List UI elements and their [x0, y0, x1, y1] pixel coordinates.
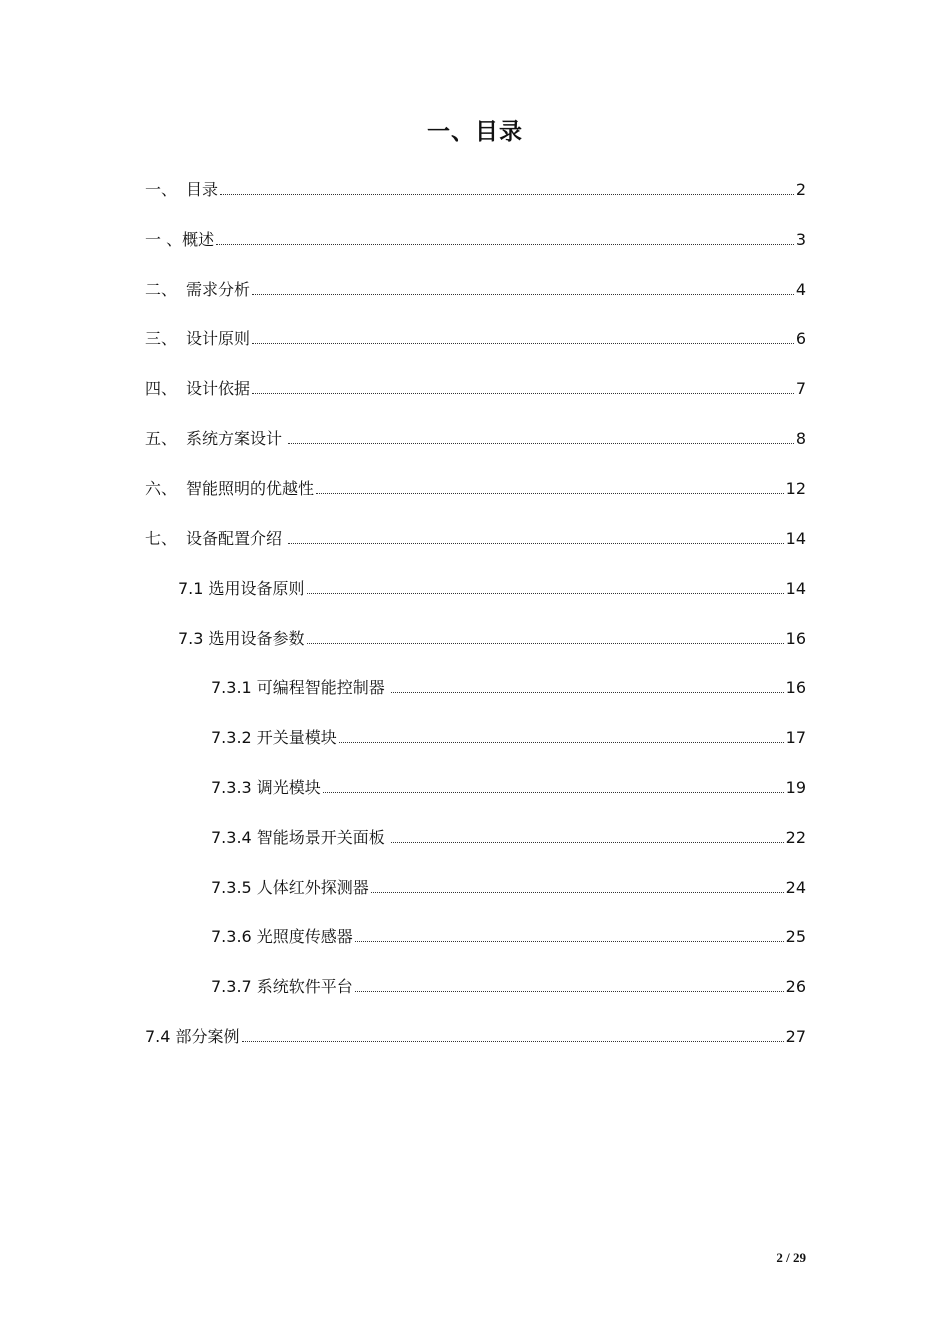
toc-entry-number: 三、 — [145, 329, 178, 348]
toc-entry-page: 16 — [785, 678, 806, 697]
toc-entry[interactable] — [178, 625, 806, 649]
toc-entry-number: 六、 — [145, 479, 178, 498]
toc-entry-number: 四、 — [145, 379, 178, 398]
toc-entry-page: 25 — [785, 927, 806, 946]
toc-entry-page: 27 — [785, 1027, 806, 1046]
page-title: 一、目录 — [427, 119, 523, 145]
toc-entry-page: 19 — [785, 778, 806, 797]
toc-entry-number: 七、 — [145, 529, 178, 548]
toc-leader-dots — [307, 592, 784, 594]
toc-entry[interactable] — [211, 923, 806, 947]
toc-entry-number: 五、 — [145, 429, 178, 448]
toc-entry-label: 设备配置介绍 — [186, 529, 283, 548]
toc-entry[interactable] — [145, 475, 806, 499]
toc-entry-page: 24 — [785, 878, 806, 897]
toc-entry-page: 26 — [785, 977, 806, 996]
toc-entry-page: 12 — [785, 479, 806, 498]
toc-entry-page: 7 — [795, 379, 806, 398]
toc-leader-dots — [252, 293, 794, 295]
toc-entry-page: 6 — [795, 329, 806, 348]
toc-entry[interactable] — [145, 325, 806, 349]
page-separator: / — [786, 1250, 790, 1265]
toc-entry-label: 目录 — [186, 180, 219, 199]
toc-entry-label: 7.3.2 开关量模块 — [211, 728, 337, 747]
toc-entry[interactable] — [211, 674, 806, 698]
toc-entry-number: 二、 — [145, 280, 178, 299]
toc-entry-page: 14 — [785, 529, 806, 548]
toc-entry-label: 7.3.1 可编程智能控制器 — [211, 678, 385, 697]
toc-leader-dots — [355, 990, 784, 992]
toc-entry-page: 17 — [785, 728, 806, 747]
toc-entry-page: 14 — [785, 579, 806, 598]
toc-leader-dots — [288, 542, 784, 544]
toc-entry-page: 4 — [795, 280, 806, 299]
toc-entry[interactable] — [145, 276, 806, 300]
toc-entry[interactable] — [178, 575, 806, 599]
toc-entry-label: 7.1 选用设备原则 — [178, 579, 305, 598]
toc-entry-label: 智能照明的优越性 — [186, 479, 315, 498]
toc-entry-page: 2 — [795, 180, 806, 199]
toc-entry[interactable] — [211, 973, 806, 997]
page-number-footer — [776, 1249, 806, 1267]
toc-leader-dots — [252, 342, 794, 344]
toc-entry[interactable] — [145, 525, 806, 549]
toc-entry[interactable] — [145, 375, 806, 399]
toc-entry-label: 7.3.4 智能场景开关面板 — [211, 828, 385, 847]
toc-entry-label: 系统方案设计 — [186, 429, 283, 448]
toc-entry-label: 7.3.3 调光模块 — [211, 778, 321, 797]
toc-entry-page: 3 — [795, 230, 806, 249]
toc-entry-label: 7.4 部分案例 — [145, 1027, 240, 1046]
toc-leader-dots — [288, 442, 794, 444]
current-page-number: 2 — [776, 1250, 783, 1265]
toc-entry[interactable] — [145, 425, 806, 449]
toc-entry-label: 7.3.7 系统软件平台 — [211, 977, 353, 996]
toc-leader-dots — [355, 940, 784, 942]
toc-entry[interactable] — [211, 724, 806, 748]
toc-leader-dots — [323, 791, 784, 793]
toc-leader-dots — [307, 642, 784, 644]
toc-leader-dots — [316, 492, 784, 494]
toc-entry-label: 一 、概述 — [145, 230, 215, 249]
toc-entry[interactable] — [145, 226, 806, 250]
toc-entry-page: 22 — [785, 828, 806, 847]
toc-entry-label: 设计依据 — [186, 379, 251, 398]
toc-entry[interactable] — [145, 176, 806, 200]
toc-leader-dots — [252, 392, 794, 394]
toc-entry-page: 8 — [795, 429, 806, 448]
toc-entry-label: 设计原则 — [186, 329, 251, 348]
toc-leader-dots — [216, 243, 794, 245]
toc-leader-dots — [391, 691, 784, 693]
toc-entry-label: 7.3 选用设备参数 — [178, 629, 305, 648]
toc-leader-dots — [339, 741, 784, 743]
toc-entry[interactable] — [145, 1023, 806, 1047]
toc-entry-page: 16 — [785, 629, 806, 648]
toc-entry-label: 7.3.6 光照度传感器 — [211, 927, 353, 946]
toc-leader-dots — [391, 841, 784, 843]
toc-entry-label: 需求分析 — [186, 280, 251, 299]
toc-leader-dots — [242, 1040, 784, 1042]
toc-entry[interactable] — [211, 774, 806, 798]
toc-entry-number: 一、 — [145, 180, 178, 199]
toc-leader-dots — [371, 891, 784, 893]
toc-leader-dots — [220, 193, 794, 195]
toc-entry-label: 7.3.5 人体红外探测器 — [211, 878, 369, 897]
toc-entry[interactable] — [211, 824, 806, 848]
total-page-count: 29 — [793, 1250, 806, 1265]
toc-entry[interactable] — [211, 874, 806, 898]
